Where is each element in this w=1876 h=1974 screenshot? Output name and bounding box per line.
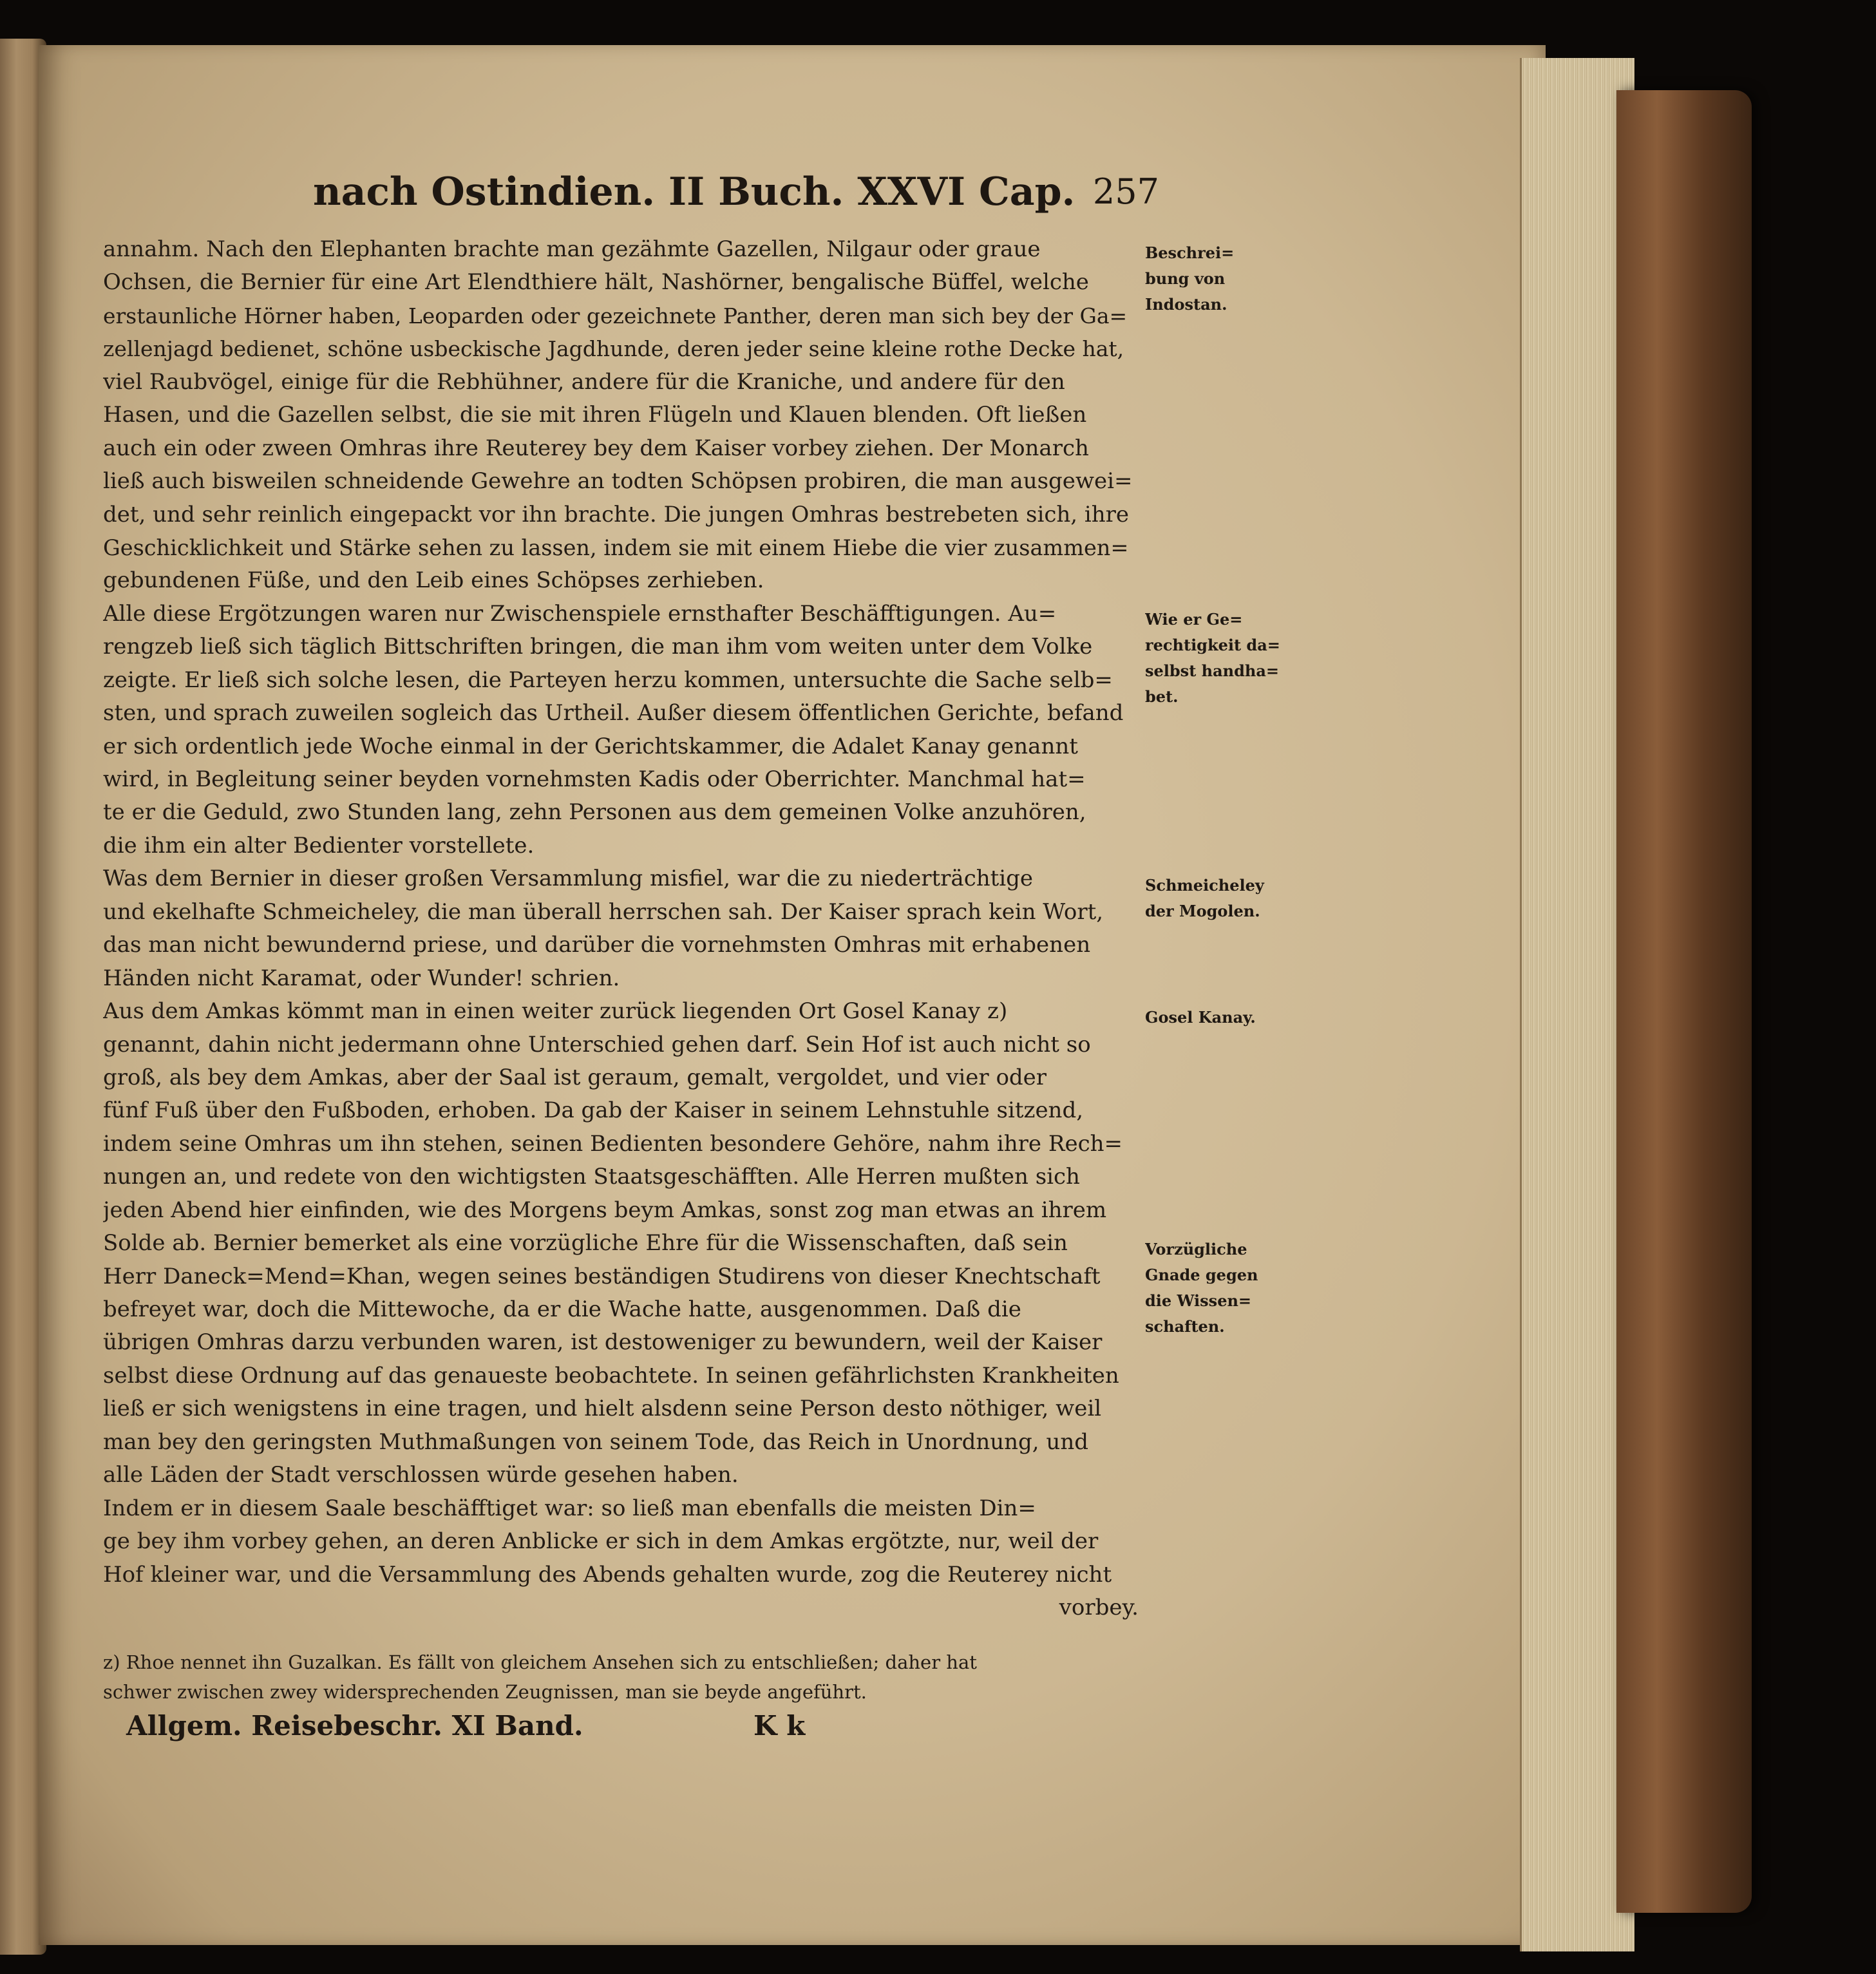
- text-line: Alle diese Ergötzungen waren nur Zwischenspiele ernsthafter Beschäfftigungen. Au=: [103, 600, 1057, 627]
- text-line: zellenjagd bedienet, schöne usbeckische Jagdhunde, deren jeder seine kleine rothe Decke hat,: [103, 336, 1124, 362]
- text-line: man bey den geringsten Muthmaßungen von seinem Tode, das Reich in Unordnung, und: [103, 1428, 1088, 1455]
- text-line: viel Raubvögel, einige für die Rebhühner, andere für die Kraniche, und andere für den: [103, 368, 1065, 395]
- text-line: rengzeb ließ sich täglich Bittschriften bringen, die man ihm vom weiten unter dem Volke: [103, 634, 1093, 660]
- running-header: nach Ostindien. II Buch. XXVI Cap.: [313, 169, 1075, 214]
- text-line: det, und sehr reinlich eingepackt vor ihn brachte. Die jungen Omhras bestrebeten sich, ihre: [103, 501, 1130, 527]
- margin-note-gosel-kanay: [1145, 1005, 1288, 1030]
- footnote-line: schwer zwischen zwey widersprechenden Zeugnissen, man sie beyde angeführt.: [103, 1681, 867, 1703]
- margin-note-beschreibung: [1145, 240, 1288, 318]
- margin-note-line: bet.: [1145, 687, 1179, 706]
- body-text: [103, 233, 1139, 1624]
- text-line: erstaunliche Hörner haben, Leoparden oder gezeichnete Panther, deren man sich bey der Ga=: [103, 303, 1128, 328]
- margin-note-line: Gnade gegen: [1145, 1266, 1258, 1284]
- text-line: alle Läden der Stadt verschlossen würde gesehen haben.: [103, 1462, 739, 1488]
- margin-note-line: Wie er Ge=: [1145, 610, 1243, 629]
- text-line: ließ er sich wenigstens in eine tragen, und hielt alsdenn seine Person desto nöthiger, weil: [103, 1396, 1102, 1422]
- text-line: die ihm ein alter Bedienter vorstellete.: [103, 832, 535, 859]
- text-line: Herr Daneck=Mend=Khan, wegen seines beständigen Studirens von dieser Knechtschaft: [103, 1263, 1101, 1289]
- text-line: Solde ab. Bernier bemerket als eine vorzügliche Ehre für die Wissenschaften, daß sein: [103, 1230, 1068, 1257]
- text-line: das man nicht bewundernd priese, und darüber die vornehmsten Omhras mit erhabenen: [103, 932, 1091, 958]
- text-line: Geschicklichkeit und Stärke sehen zu lassen, indem sie mit einem Hiebe die vier zusammen=: [103, 535, 1129, 560]
- text-line: te er die Geduld, zwo Stunden lang, zehn Personen aus dem gemeinen Volke anzuhören,: [103, 799, 1086, 826]
- text-line: und ekelhafte Schmeicheley, die man überall herrschen sah. Der Kaiser sprach kein Wort,: [103, 898, 1104, 925]
- margin-note-line: die Wissen=: [1145, 1291, 1252, 1310]
- book-cover: [1616, 90, 1752, 1913]
- margin-note-line: Gosel Kanay.: [1145, 1008, 1256, 1027]
- text-line: sten, und sprach zuweilen sogleich das Urtheil. Außer diesem öffentlichen Gerichte, befand: [103, 700, 1124, 726]
- margin-note-line: Beschrei=: [1145, 243, 1235, 262]
- margin-note-line: rechtigkeit da=: [1145, 636, 1280, 654]
- text-line: nungen an, und redete von den wichtigsten Staatsgeschäfften. Alle Herren mußten sich: [103, 1164, 1080, 1190]
- text-line: befreyet war, doch die Mittewoche, da er die Wache hatte, ausgenommen. Daß die: [103, 1296, 1021, 1322]
- text-line: zeigte. Er ließ sich solche lesen, die Parteyen herzu kommen, untersuchte die Sache selb=: [103, 667, 1113, 693]
- text-line: gebundenen Füße, und den Leib eines Schöpses zerhieben.: [103, 567, 764, 594]
- text-line: vorbey.: [1059, 1594, 1139, 1620]
- text-line: Ochsen, die Bernier für eine Art Elendthiere hält, Nashörner, bengalische Büffel, welche: [103, 269, 1089, 296]
- margin-note-line: bung von: [1145, 269, 1226, 288]
- text-line: Hof kleiner war, und die Versammlung des Abends gehalten wurde, zog die Reuterey nicht: [103, 1561, 1112, 1588]
- page-number: 257: [1092, 171, 1159, 212]
- signature-mark: K k: [753, 1710, 806, 1741]
- text-line: er sich ordentlich jede Woche einmal in der Gerichtskammer, die Adalet Kanay genannt: [103, 733, 1078, 759]
- margin-note-line: selbst handha=: [1145, 661, 1279, 680]
- text-line: wird, in Begleitung seiner beyden vornehmsten Kadis oder Oberrichter. Manchmal hat=: [103, 766, 1086, 792]
- text-line: indem seine Omhras um ihn stehen, seinen Bedienten besondere Gehöre, nahm ihre Rech=: [103, 1130, 1123, 1157]
- margin-note-line: der Mogolen.: [1145, 902, 1260, 920]
- footnote: [103, 1647, 1139, 1707]
- margin-note-line: schaften.: [1145, 1317, 1225, 1336]
- margin-note-line: Indostan.: [1145, 295, 1227, 314]
- footnote-line: z) Rhoe nennet ihn Guzalkan. Es fällt von gleichem Ansehen sich zu entschließen; daher hat: [103, 1651, 977, 1673]
- text-line: übrigen Omhras darzu verbunden waren, ist destoweniger zu bewundern, weil der Kaiser: [103, 1329, 1103, 1356]
- text-line: groß, als bey dem Amkas, aber der Saal ist geraum, gemalt, vergoldet, und vier oder: [103, 1064, 1047, 1090]
- text-line: selbst diese Ordnung auf das genaueste beobachtete. In seinen gefährlichsten Krankheiten: [103, 1362, 1119, 1389]
- text-line: fünf Fuß über den Fußboden, erhoben. Da gab der Kaiser in seinem Lehnstuhle sitzend,: [103, 1097, 1084, 1124]
- margin-note-gerechtigkeit: [1145, 607, 1288, 710]
- text-line: Aus dem Amkas kömmt man in einen weiter zurück liegenden Ort Gosel Kanay z): [103, 998, 1008, 1025]
- text-line: auch ein oder zween Omhras ihre Reuterey bey dem Kaiser vorbey ziehen. Der Monarch: [103, 435, 1089, 461]
- text-line: Indem er in diesem Saale beschäfftiget war: so ließ man ebenfalls die meisten Din=: [103, 1495, 1036, 1521]
- text-line: Hasen, und die Gazellen selbst, die sie mit ihren Flügeln und Klauen blenden. Oft ließen: [103, 402, 1087, 428]
- margin-note-gnade: [1145, 1237, 1288, 1340]
- margin-note-line: Schmeicheley: [1145, 876, 1264, 895]
- text-line: Händen nicht Karamat, oder Wunder! schrien.: [103, 965, 620, 991]
- signature-line: Allgem. Reisebeschr. XI Band.: [126, 1710, 583, 1741]
- margin-note-schmeicheley: [1145, 873, 1288, 924]
- text-line: ließ auch bisweilen schneidende Gewehre an todten Schöpsen probiren, die man ausgewei=: [103, 468, 1133, 495]
- text-line: jeden Abend hier einfinden, wie des Morgens beym Amkas, sonst zog man etwas an ihrem: [103, 1197, 1107, 1223]
- text-line: genannt, dahin nicht jedermann ohne Unterschied gehen darf. Sein Hof ist auch nicht so: [103, 1031, 1091, 1058]
- text-line: annahm. Nach den Elephanten brachte man gezähmte Gazellen, Nilgaur oder graue: [103, 236, 1041, 262]
- margin-note-line: Vorzügliche: [1145, 1240, 1247, 1258]
- text-line: Was dem Bernier in dieser großen Versammlung misfiel, war die zu niederträchtige: [103, 866, 1034, 892]
- text-line: ge bey ihm vorbey gehen, an deren Anblicke er sich in dem Amkas ergötzte, nur, weil der: [103, 1528, 1099, 1555]
